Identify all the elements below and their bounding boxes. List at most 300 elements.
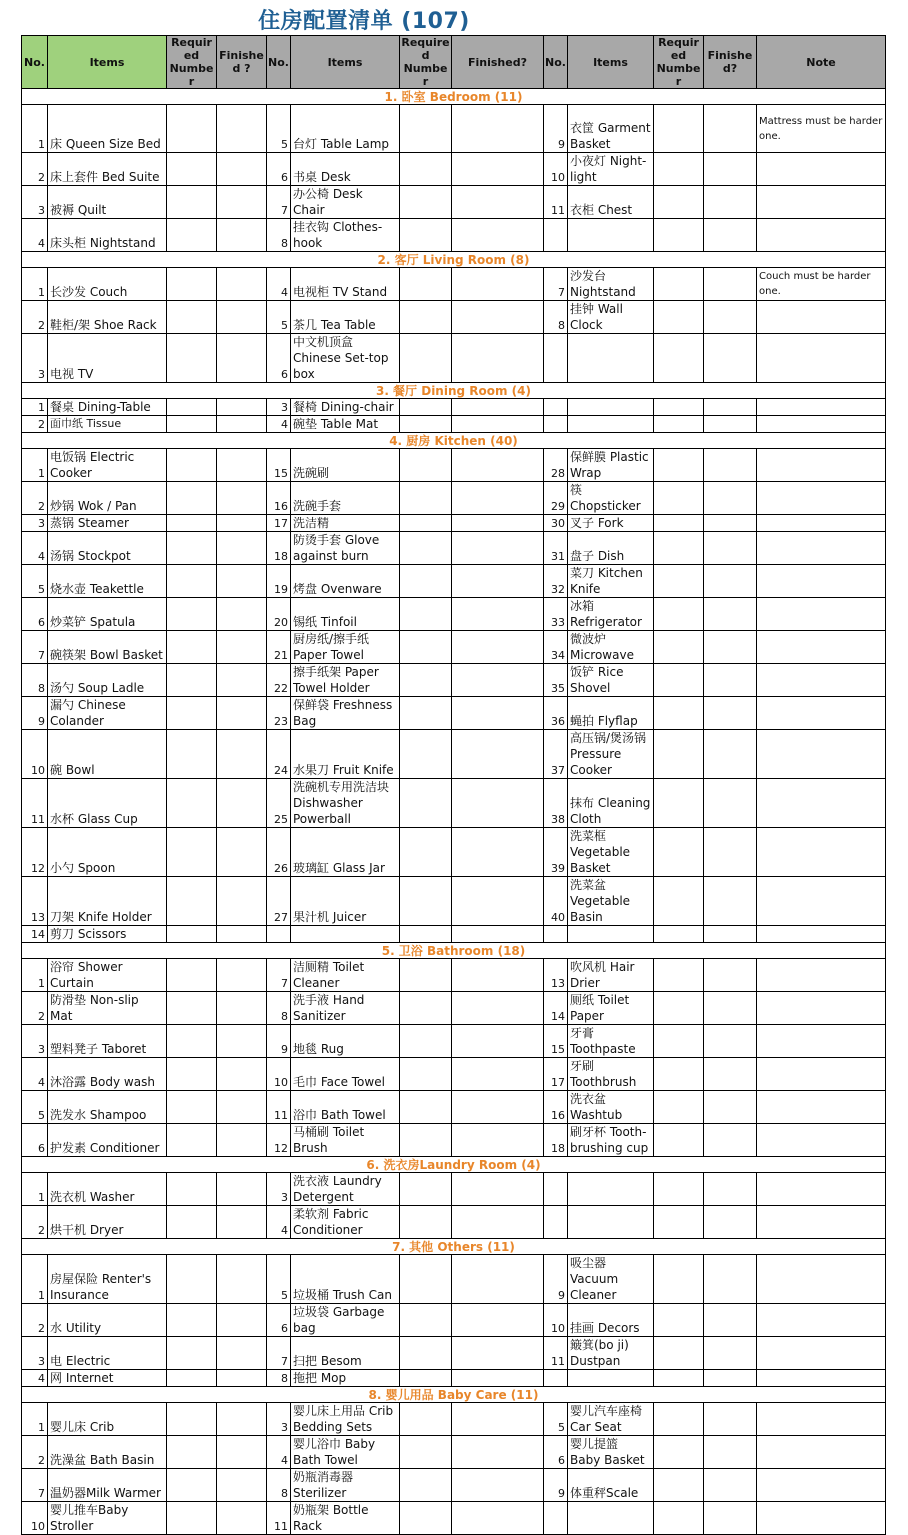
finished-cell — [704, 1025, 757, 1058]
finished-cell — [452, 1091, 544, 1124]
column-header: No. — [22, 36, 48, 89]
item-name: 洗澡盆 Bath Basin — [48, 1436, 167, 1469]
item-number: 3 — [22, 1025, 48, 1058]
item-number: 9 — [22, 697, 48, 730]
required-number-cell — [654, 532, 704, 565]
note-cell — [757, 449, 886, 482]
table-row — [22, 730, 886, 779]
required-number-cell — [400, 1173, 452, 1206]
finished-cell — [452, 664, 544, 697]
item-name: 衣筐 Garment Basket — [568, 105, 654, 153]
finished-cell — [452, 334, 544, 383]
item-name — [568, 1173, 654, 1206]
note-cell — [757, 1469, 886, 1502]
table-row — [22, 1304, 886, 1337]
note-cell — [757, 697, 886, 730]
finished-cell — [452, 105, 544, 153]
required-number-cell — [400, 877, 452, 926]
item-name: 烘干机 Dryer — [48, 1206, 167, 1239]
item-number: 33 — [544, 598, 568, 631]
item-name: 温奶器Milk Warmer — [48, 1469, 167, 1502]
item-number: 18 — [267, 532, 291, 565]
finished-cell — [217, 268, 267, 301]
required-number-cell — [167, 301, 217, 334]
required-number-cell — [400, 186, 452, 219]
required-number-cell — [167, 399, 217, 416]
item-name: 锡纸 Tinfoil — [291, 598, 400, 631]
note-cell — [757, 631, 886, 664]
finished-cell — [704, 779, 757, 828]
finished-cell — [704, 1206, 757, 1239]
item-name: 刷牙杯 Tooth-brushing cup — [568, 1124, 654, 1157]
item-number: 22 — [267, 664, 291, 697]
required-number-cell — [167, 186, 217, 219]
item-name: 洁厕精 Toilet Cleaner — [291, 959, 400, 992]
item-name: 网 Internet — [48, 1370, 167, 1387]
required-number-cell — [167, 1469, 217, 1502]
note-cell — [757, 877, 886, 926]
finished-cell — [452, 515, 544, 532]
item-name: 浴帘 Shower Curtain — [48, 959, 167, 992]
finished-cell — [217, 779, 267, 828]
item-name: 洗衣盆 Washtub — [568, 1091, 654, 1124]
item-name: 马桶刷 Toilet Brush — [291, 1124, 400, 1157]
required-number-cell — [167, 532, 217, 565]
finished-cell — [217, 416, 267, 433]
item-number: 9 — [544, 105, 568, 153]
finished-cell — [704, 219, 757, 252]
finished-cell — [704, 153, 757, 186]
note-cell — [757, 926, 886, 943]
required-number-cell — [167, 105, 217, 153]
item-number: 34 — [544, 631, 568, 664]
required-number-cell — [167, 926, 217, 943]
finished-cell — [217, 697, 267, 730]
item-number: 28 — [544, 449, 568, 482]
item-number: 4 — [22, 1370, 48, 1387]
finished-cell — [704, 828, 757, 877]
item-name: 垃圾袋 Garbage bag — [291, 1304, 400, 1337]
item-name: 垃圾桶 Trush Can — [291, 1255, 400, 1304]
finished-cell — [704, 105, 757, 153]
note-cell — [757, 1255, 886, 1304]
required-number-cell — [167, 1502, 217, 1535]
finished-cell — [452, 399, 544, 416]
finished-cell — [217, 1403, 267, 1436]
required-number-cell — [654, 959, 704, 992]
item-name: 洗手液 Hand Sanitizer — [291, 992, 400, 1025]
required-number-cell — [400, 1502, 452, 1535]
item-number: 7 — [267, 959, 291, 992]
item-number: 9 — [544, 1255, 568, 1304]
note-cell — [757, 1091, 886, 1124]
table-row — [22, 153, 886, 186]
column-header: No. — [267, 36, 291, 89]
item-number: 2 — [22, 301, 48, 334]
section-title: 2. 客厅 Living Room (8) — [22, 252, 886, 268]
table-row — [22, 926, 886, 943]
item-number — [544, 334, 568, 383]
finished-cell — [704, 1124, 757, 1157]
required-number-cell — [400, 1091, 452, 1124]
note-cell: Mattress must be harder one. — [757, 105, 886, 153]
finished-cell — [704, 416, 757, 433]
item-number: 32 — [544, 565, 568, 598]
required-number-cell — [654, 631, 704, 664]
finished-cell — [217, 598, 267, 631]
item-number: 25 — [267, 779, 291, 828]
item-name: 婴儿浴巾 Baby Bath Towel — [291, 1436, 400, 1469]
item-number: 1 — [22, 959, 48, 992]
required-number-cell — [400, 1124, 452, 1157]
finished-cell — [217, 1436, 267, 1469]
note-cell — [757, 399, 886, 416]
item-name: 洗发水 Shampoo — [48, 1091, 167, 1124]
finished-cell — [452, 1469, 544, 1502]
item-name: 吹风机 Hair Drier — [568, 959, 654, 992]
finished-cell — [217, 1124, 267, 1157]
required-number-cell — [167, 219, 217, 252]
table-row — [22, 515, 886, 532]
item-number: 4 — [267, 416, 291, 433]
finished-cell — [704, 1255, 757, 1304]
item-number: 4 — [22, 219, 48, 252]
item-name: 餐椅 Dining-chair — [291, 399, 400, 416]
finished-cell — [452, 186, 544, 219]
item-number: 14 — [22, 926, 48, 943]
finished-cell — [452, 301, 544, 334]
table-row — [22, 992, 886, 1025]
item-name: 漏勺 Chinese Colander — [48, 697, 167, 730]
item-name: 碗垫 Table Mat — [291, 416, 400, 433]
note-cell — [757, 482, 886, 515]
item-name: 婴儿汽车座椅 Car Seat — [568, 1403, 654, 1436]
finished-cell — [704, 1173, 757, 1206]
required-number-cell — [167, 631, 217, 664]
table-row — [22, 301, 886, 334]
required-number-cell — [654, 1337, 704, 1370]
required-number-cell — [167, 697, 217, 730]
required-number-cell — [654, 515, 704, 532]
item-name: 体重秤Scale — [568, 1469, 654, 1502]
item-name: 高压锅/煲汤锅 Pressure Cooker — [568, 730, 654, 779]
finished-cell — [704, 631, 757, 664]
required-number-cell — [654, 730, 704, 779]
required-number-cell — [400, 1304, 452, 1337]
item-name: 洗衣机 Washer — [48, 1173, 167, 1206]
item-name: 衣柜 Chest — [568, 186, 654, 219]
item-name: 被褥 Quilt — [48, 186, 167, 219]
item-name: 碗筷架 Bowl Basket — [48, 631, 167, 664]
finished-cell — [452, 1025, 544, 1058]
finished-cell — [452, 926, 544, 943]
item-number — [544, 1206, 568, 1239]
required-number-cell — [400, 1370, 452, 1387]
table-row — [22, 697, 886, 730]
item-name: 洗碗机专用洗洁块 Dishwasher Powerball — [291, 779, 400, 828]
item-number: 9 — [544, 1469, 568, 1502]
table-row — [22, 1124, 886, 1157]
finished-cell — [217, 1337, 267, 1370]
table-row — [22, 1337, 886, 1370]
item-number: 7 — [22, 1469, 48, 1502]
note-cell — [757, 1124, 886, 1157]
item-name: 擦手纸架 Paper Towel Holder — [291, 664, 400, 697]
required-number-cell — [400, 416, 452, 433]
note-cell — [757, 1173, 886, 1206]
required-number-cell — [654, 482, 704, 515]
finished-cell — [452, 532, 544, 565]
item-name: 炒菜铲 Spatula — [48, 598, 167, 631]
required-number-cell — [654, 992, 704, 1025]
finished-cell — [704, 532, 757, 565]
table-row — [22, 631, 886, 664]
item-number: 8 — [267, 1370, 291, 1387]
item-name: 扫把 Besom — [291, 1337, 400, 1370]
required-number-cell — [654, 779, 704, 828]
required-number-cell — [167, 416, 217, 433]
item-number: 3 — [22, 186, 48, 219]
finished-cell — [217, 664, 267, 697]
item-name: 电视柜 TV Stand — [291, 268, 400, 301]
item-number: 2 — [22, 1436, 48, 1469]
item-number: 13 — [544, 959, 568, 992]
required-number-cell — [654, 186, 704, 219]
item-number: 5 — [22, 565, 48, 598]
table-row — [22, 268, 886, 301]
item-number: 1 — [22, 1255, 48, 1304]
item-name: 沐浴露 Body wash — [48, 1058, 167, 1091]
finished-cell — [704, 992, 757, 1025]
table-row — [22, 959, 886, 992]
finished-cell — [452, 482, 544, 515]
item-name: 长沙发 Couch — [48, 268, 167, 301]
item-name: 洗菜盆 Vegetable Basin — [568, 877, 654, 926]
item-number: 35 — [544, 664, 568, 697]
item-number: 3 — [22, 334, 48, 383]
finished-cell — [704, 664, 757, 697]
item-number: 11 — [544, 1337, 568, 1370]
item-number: 11 — [267, 1502, 291, 1535]
required-number-cell — [400, 105, 452, 153]
item-number: 15 — [267, 449, 291, 482]
item-number: 8 — [267, 992, 291, 1025]
item-number: 4 — [22, 532, 48, 565]
item-number: 17 — [267, 515, 291, 532]
item-number: 17 — [544, 1058, 568, 1091]
required-number-cell — [400, 449, 452, 482]
item-name: 水 Utility — [48, 1304, 167, 1337]
item-name: 护发素 Conditioner — [48, 1124, 167, 1157]
required-number-cell — [400, 565, 452, 598]
item-number: 5 — [544, 1403, 568, 1436]
finished-cell — [704, 1058, 757, 1091]
item-name: 地毯 Rug — [291, 1025, 400, 1058]
table-row — [22, 1370, 886, 1387]
table-row — [22, 482, 886, 515]
item-name: 厕纸 Toilet Paper — [568, 992, 654, 1025]
finished-cell — [452, 1173, 544, 1206]
finished-cell — [217, 301, 267, 334]
item-name: 挂钟 Wall Clock — [568, 301, 654, 334]
required-number-cell — [400, 219, 452, 252]
note-cell — [757, 1206, 886, 1239]
finished-cell — [217, 877, 267, 926]
item-number: 40 — [544, 877, 568, 926]
note-cell — [757, 219, 886, 252]
required-number-cell — [400, 1469, 452, 1502]
required-number-cell — [167, 1436, 217, 1469]
required-number-cell — [400, 992, 452, 1025]
finished-cell — [704, 334, 757, 383]
required-number-cell — [167, 598, 217, 631]
item-name: 书桌 Desk — [291, 153, 400, 186]
item-number: 31 — [544, 532, 568, 565]
required-number-cell — [400, 1206, 452, 1239]
item-number: 21 — [267, 631, 291, 664]
required-number-cell — [654, 1502, 704, 1535]
item-name: 汤锅 Stockpot — [48, 532, 167, 565]
finished-cell — [452, 1502, 544, 1535]
finished-cell — [704, 598, 757, 631]
table-row — [22, 105, 886, 153]
required-number-cell — [654, 1436, 704, 1469]
item-name: 保鲜袋 Freshness Bag — [291, 697, 400, 730]
item-number — [544, 1173, 568, 1206]
table-row — [22, 598, 886, 631]
required-number-cell — [400, 515, 452, 532]
item-name — [291, 926, 400, 943]
required-number-cell — [654, 664, 704, 697]
item-number: 18 — [544, 1124, 568, 1157]
note-cell — [757, 186, 886, 219]
item-name: 微波炉 Microwave — [568, 631, 654, 664]
table-row — [22, 532, 886, 565]
finished-cell — [704, 1469, 757, 1502]
required-number-cell — [167, 153, 217, 186]
required-number-cell — [167, 1091, 217, 1124]
finished-cell — [704, 1304, 757, 1337]
item-number: 4 — [22, 1058, 48, 1091]
table-row — [22, 565, 886, 598]
finished-cell — [217, 1173, 267, 1206]
page-title: 住房配置清单 (107) — [258, 9, 470, 34]
item-name: 电 Electric — [48, 1337, 167, 1370]
item-name — [568, 416, 654, 433]
column-header: Required Number — [401, 36, 450, 88]
note-cell — [757, 664, 886, 697]
table-row — [22, 664, 886, 697]
required-number-cell — [654, 219, 704, 252]
item-name: 挂画 Decors — [568, 1304, 654, 1337]
item-name: 拖把 Mop — [291, 1370, 400, 1387]
finished-cell — [217, 1058, 267, 1091]
item-number: 5 — [267, 105, 291, 153]
item-name: 烧水壶 Teakettle — [48, 565, 167, 598]
note-cell — [757, 828, 886, 877]
section-row — [22, 252, 886, 268]
item-number: 8 — [544, 301, 568, 334]
finished-cell — [452, 1403, 544, 1436]
table-row — [22, 1403, 886, 1436]
item-name: 鞋柜/架 Shoe Rack — [48, 301, 167, 334]
item-number: 8 — [267, 1469, 291, 1502]
item-number: 12 — [267, 1124, 291, 1157]
item-number: 13 — [22, 877, 48, 926]
required-number-cell — [167, 334, 217, 383]
finished-cell — [452, 1436, 544, 1469]
required-number-cell — [400, 828, 452, 877]
section-title: 3. 餐厅 Dining Room (4) — [22, 383, 886, 399]
required-number-cell — [400, 1436, 452, 1469]
item-name: 床 Queen Size Bed — [48, 105, 167, 153]
item-name: 电视 TV — [48, 334, 167, 383]
finished-cell — [452, 828, 544, 877]
finished-cell — [452, 153, 544, 186]
required-number-cell — [167, 1173, 217, 1206]
required-number-cell — [400, 482, 452, 515]
required-number-cell — [654, 1091, 704, 1124]
required-number-cell — [167, 449, 217, 482]
item-name: 防滑垫 Non-slip Mat — [48, 992, 167, 1025]
finished-cell — [452, 1304, 544, 1337]
required-number-cell — [167, 1124, 217, 1157]
table-row — [22, 779, 886, 828]
required-number-cell — [167, 1304, 217, 1337]
finished-cell — [452, 219, 544, 252]
note-cell — [757, 1304, 886, 1337]
required-number-cell — [654, 268, 704, 301]
required-number-cell — [400, 664, 452, 697]
required-number-cell — [654, 877, 704, 926]
required-number-cell — [167, 730, 217, 779]
item-name: 奶瓶消毒器Sterilizer — [291, 1469, 400, 1502]
table-row — [22, 1436, 886, 1469]
required-number-cell — [167, 992, 217, 1025]
item-number: 1 — [22, 1403, 48, 1436]
item-number: 12 — [22, 828, 48, 877]
item-number: 27 — [267, 877, 291, 926]
table-row — [22, 1173, 886, 1206]
required-number-cell — [654, 697, 704, 730]
finished-cell — [704, 399, 757, 416]
required-number-cell — [167, 1058, 217, 1091]
item-number: 37 — [544, 730, 568, 779]
required-number-cell — [654, 1124, 704, 1157]
item-name: 中文机顶盒 Chinese Set-top box — [291, 334, 400, 383]
table-row — [22, 449, 886, 482]
item-name: 簸箕(bo ji) Dustpan — [568, 1337, 654, 1370]
item-name: 叉子 Fork — [568, 515, 654, 532]
note-cell — [757, 565, 886, 598]
finished-cell — [704, 926, 757, 943]
table-row — [22, 1025, 886, 1058]
required-number-cell — [167, 268, 217, 301]
item-number: 7 — [267, 1337, 291, 1370]
item-number: 23 — [267, 697, 291, 730]
item-name: 蒸锅 Steamer — [48, 515, 167, 532]
required-number-cell — [167, 959, 217, 992]
column-header: Finished? — [704, 36, 757, 89]
table-row — [22, 1091, 886, 1124]
finished-cell — [452, 565, 544, 598]
required-number-cell — [400, 730, 452, 779]
item-number: 10 — [544, 153, 568, 186]
finished-cell — [217, 1370, 267, 1387]
item-number: 4 — [267, 268, 291, 301]
required-number-cell — [167, 482, 217, 515]
item-number: 7 — [22, 631, 48, 664]
